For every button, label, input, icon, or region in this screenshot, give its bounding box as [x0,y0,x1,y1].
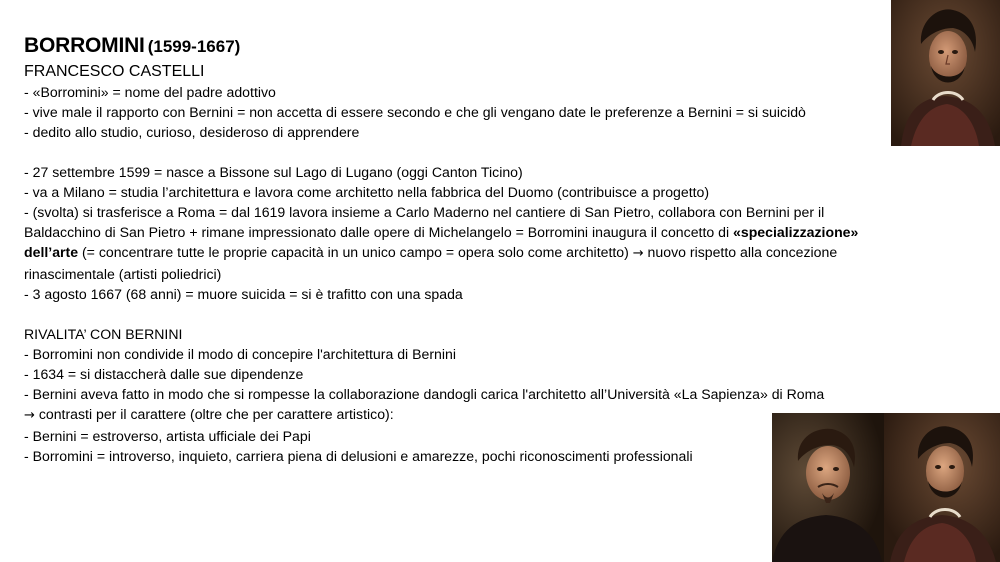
rivalry-arrow-text: contrasti per il carattere (oltre che per carattere artistico): [34,406,394,422]
title-dates: (1599-1667) [147,37,241,56]
subtitle: FRANCESCO CASTELLI [24,63,205,80]
arrow-icon: → [24,408,35,423]
borromini-portrait-image [891,0,1000,146]
rivalry-line: - Bernini aveva fatto in modo che si rompesse la collaborazione dandogli carica l'architetto all’Università «La Sapienza» di Roma [24,386,825,402]
bio-line: - va a Milano = studia l’architettura e lavora come architetto nella fabbrica del Duomo (contribuisce a progetto) [24,184,710,200]
specialization-desc: (= concentrare tutte le proprie capacità in un unico campo = opera solo come architetto) [78,244,633,260]
specialization-after: nuovo rispetto alla concezione [643,244,838,260]
intro-line: - dedito allo studio, curioso, desideroso di apprendere [24,124,360,140]
rivalry-line: - Bernini = estroverso, artista ufficiale dei Papi [24,428,311,444]
rivalry-line: - Borromini non condivide il modo di concepire l'architettura di Bernini [24,346,456,362]
bernini-borromini-portraits-image [772,413,1000,562]
intro-line: - vive male il rapporto con Bernini = non accetta di essere secondo e che gli vengano date le preferenze a Bernini = si suicidò [24,104,806,120]
bio-line [24,242,924,264]
specialization-term: «specializzazione» [733,224,859,240]
bio-line: - 27 settembre 1599 = nasce a Bissone sul Lago di Lugano (oggi Canton Ticino) [24,164,523,180]
spacer [24,304,924,324]
bio-line [24,222,924,242]
rivalry-heading: RIVALITA’ CON BERNINI [24,326,183,342]
bio-line: - 3 agosto 1667 (68 anni) = muore suicida = si è trafitto con una spada [24,286,463,302]
title-name: BORROMINI [24,34,145,57]
intro-line: - «Borromini» = nome del padre adottivo [24,84,276,100]
bio-line-text: Baldacchino di San Pietro + rimane impressionato dalle opere di Michelangelo = Borromini inaugura il concetto di [24,224,734,240]
specialization-term-cont: dell’arte [24,244,79,260]
rivalry-line: - Borromini = introverso, inquieto, carriera piena di delusioni e amarezze, pochi riconoscimenti professionali [24,448,693,464]
arrow-icon: → [632,246,644,261]
slide-body [24,61,924,466]
bio-line: rinascimentale (artisti poliedrici) [24,266,222,282]
slide-title [24,34,240,58]
bio-line: - (svolta) si trasferisce a Roma = dal 1619 lavora insieme a Carlo Maderno nel cantiere di San Pietro, collabora con Bernini per il [24,204,825,220]
rivalry-line: - 1634 = si distaccherà dalle sue dipendenze [24,366,304,382]
spacer [24,142,924,162]
